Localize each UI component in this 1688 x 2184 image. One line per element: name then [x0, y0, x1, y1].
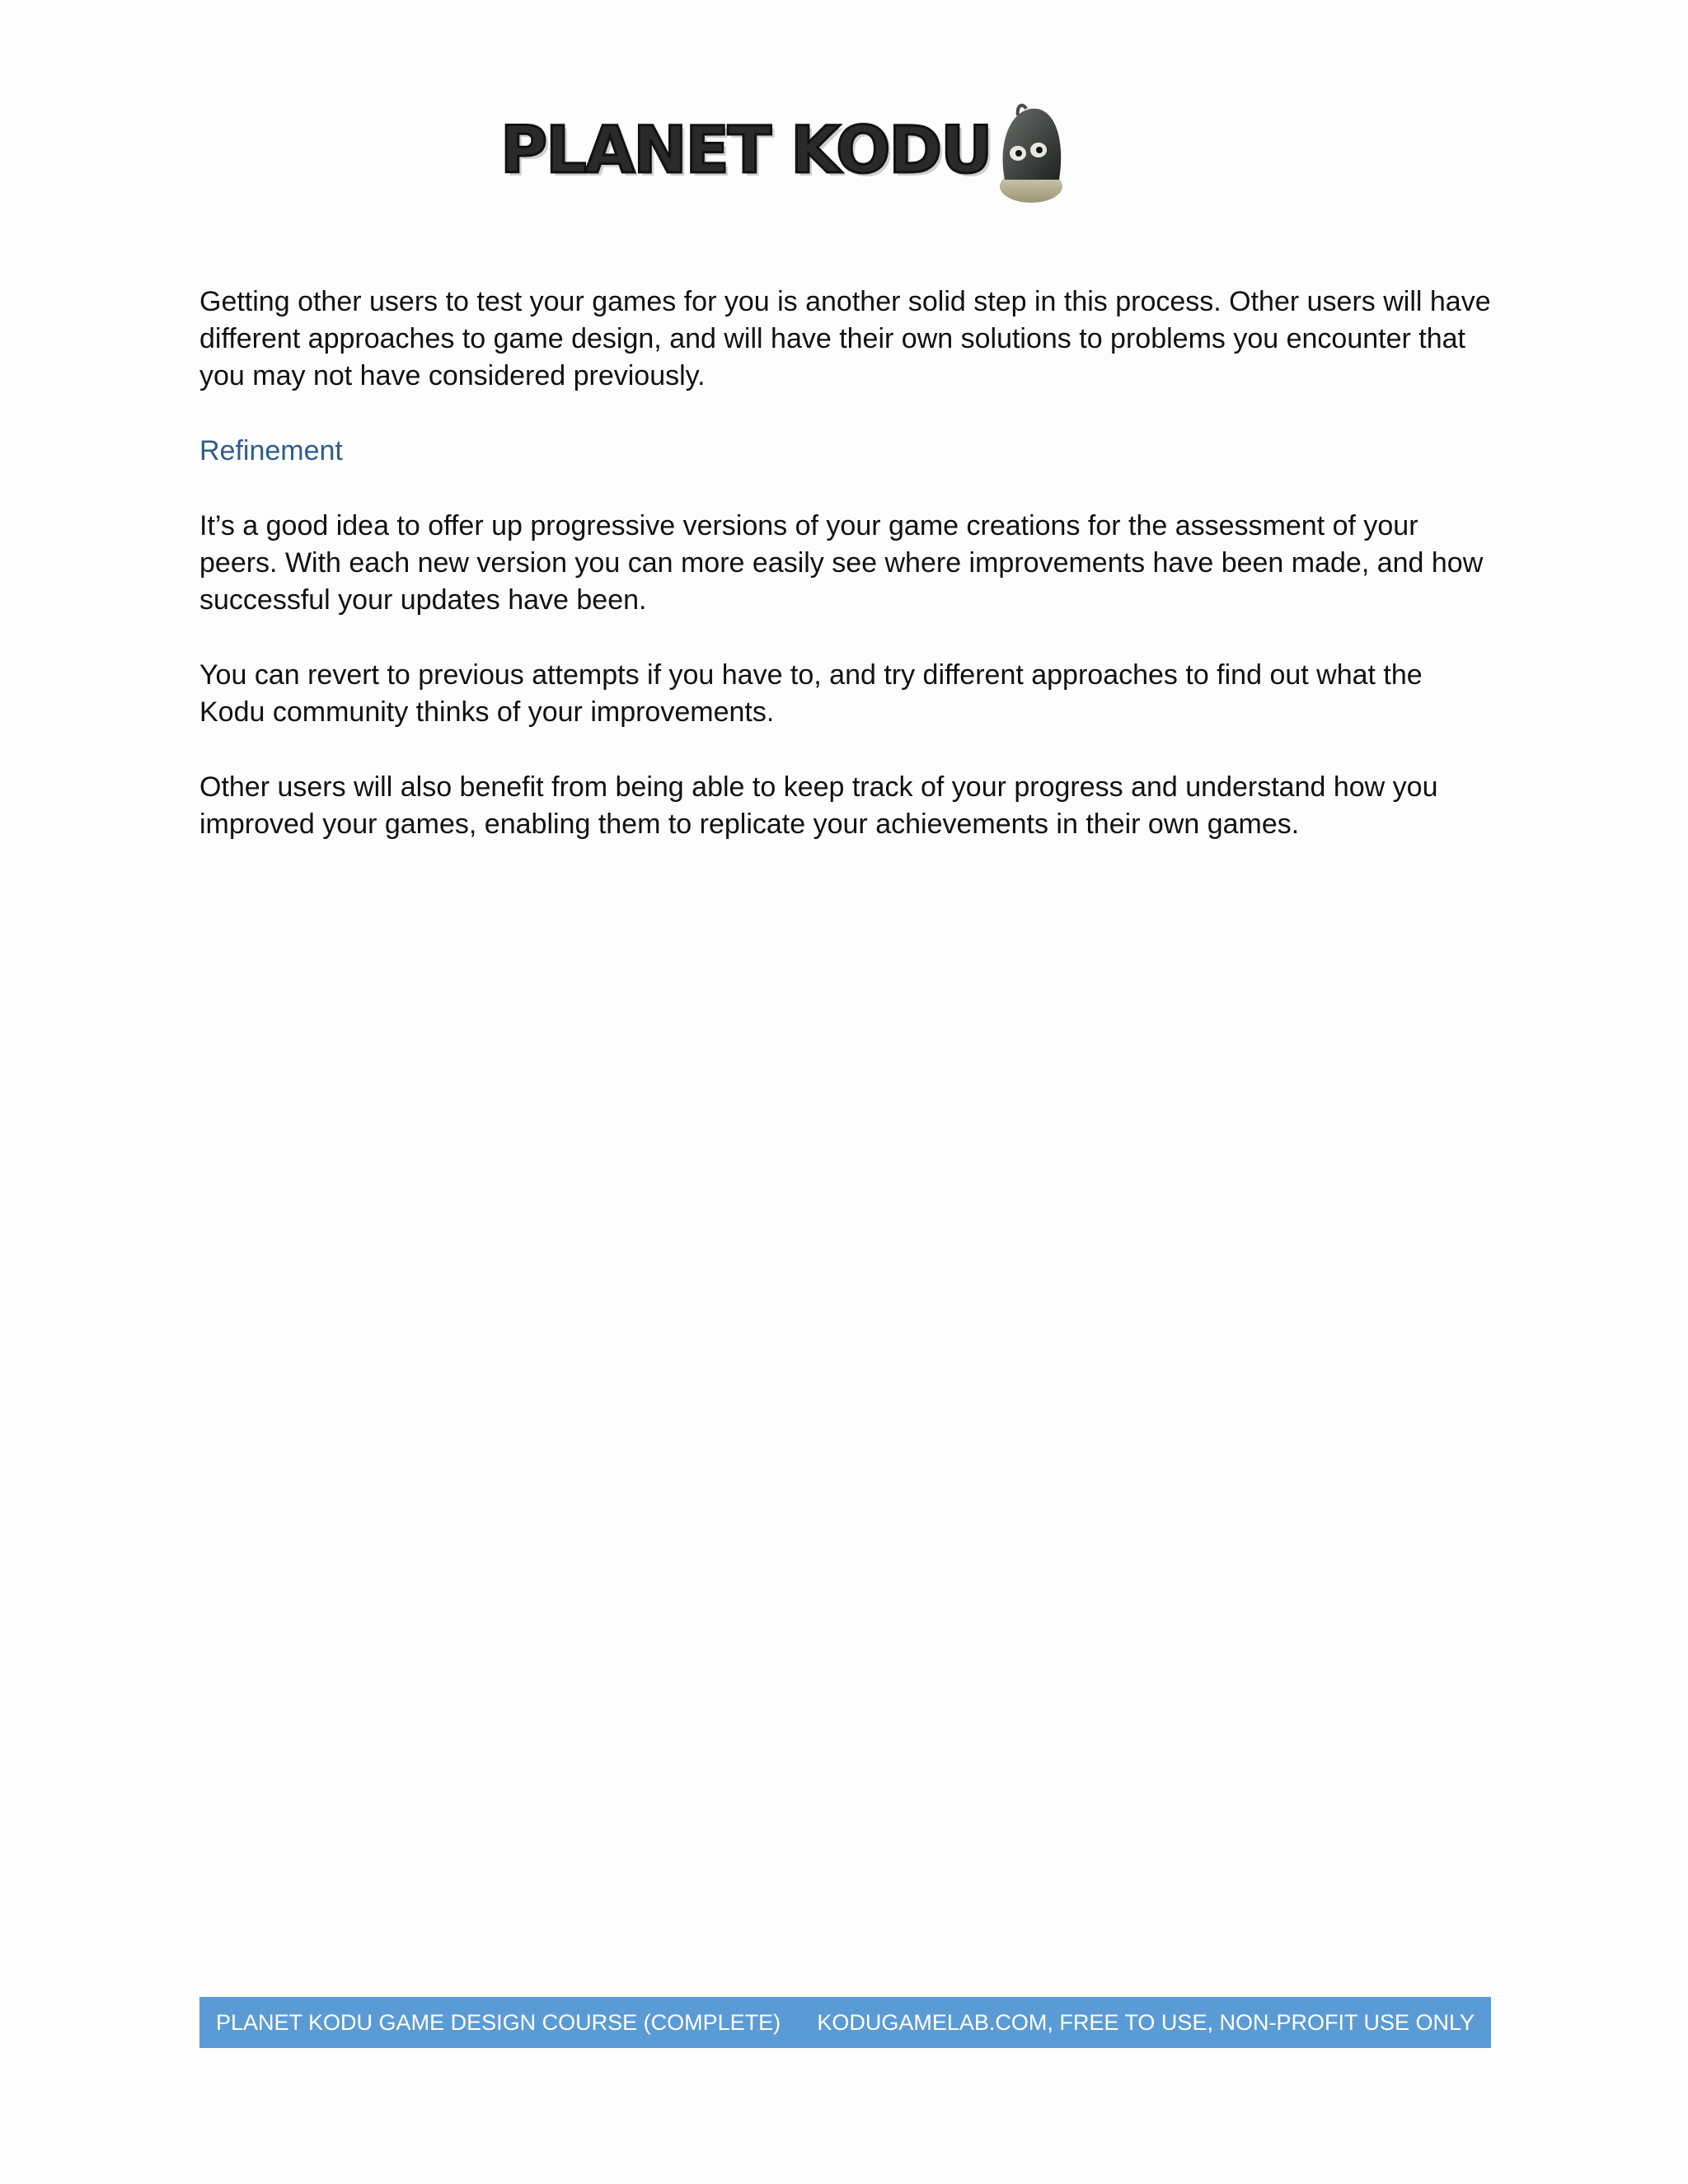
- logo-text: PLANET KODU: [500, 114, 992, 188]
- page-footer: [199, 1997, 1491, 2048]
- paragraph: Getting other users to test your games for you is another solid step in this process. Other users will have different approaches to game design, and will have their own solutions to problems you encounter that you may not have considered previously.: [199, 286, 1491, 391]
- footer-course-title: PLANET KODU GAME DESIGN COURSE (COMPLETE): [216, 2009, 781, 2035]
- paragraph: Other users will also benefit from being able to keep track of your progress and understand how you improved your games, enabling them to replicate your achievements in their own games.: [199, 771, 1438, 840]
- paragraph: You can revert to previous attempts if you have to, and try different approaches to find out what the Kodu community thinks of your improvements.: [199, 659, 1423, 728]
- section-heading: Refinement: [199, 435, 343, 466]
- kodu-mascot-icon: [993, 97, 1069, 206]
- planet-kodu-logo: [500, 97, 1069, 206]
- footer-license-note: KODUGAMELAB.COM, FREE TO USE, NON-PROFIT USE ONLY: [817, 2009, 1475, 2035]
- document-body: [199, 284, 1493, 881]
- paragraph: It’s a good idea to offer up progressive versions of your game creations for the assessment of your peers. With each new version you can more easily see where improvements have been made, and how successful your updates have been.: [199, 510, 1484, 616]
